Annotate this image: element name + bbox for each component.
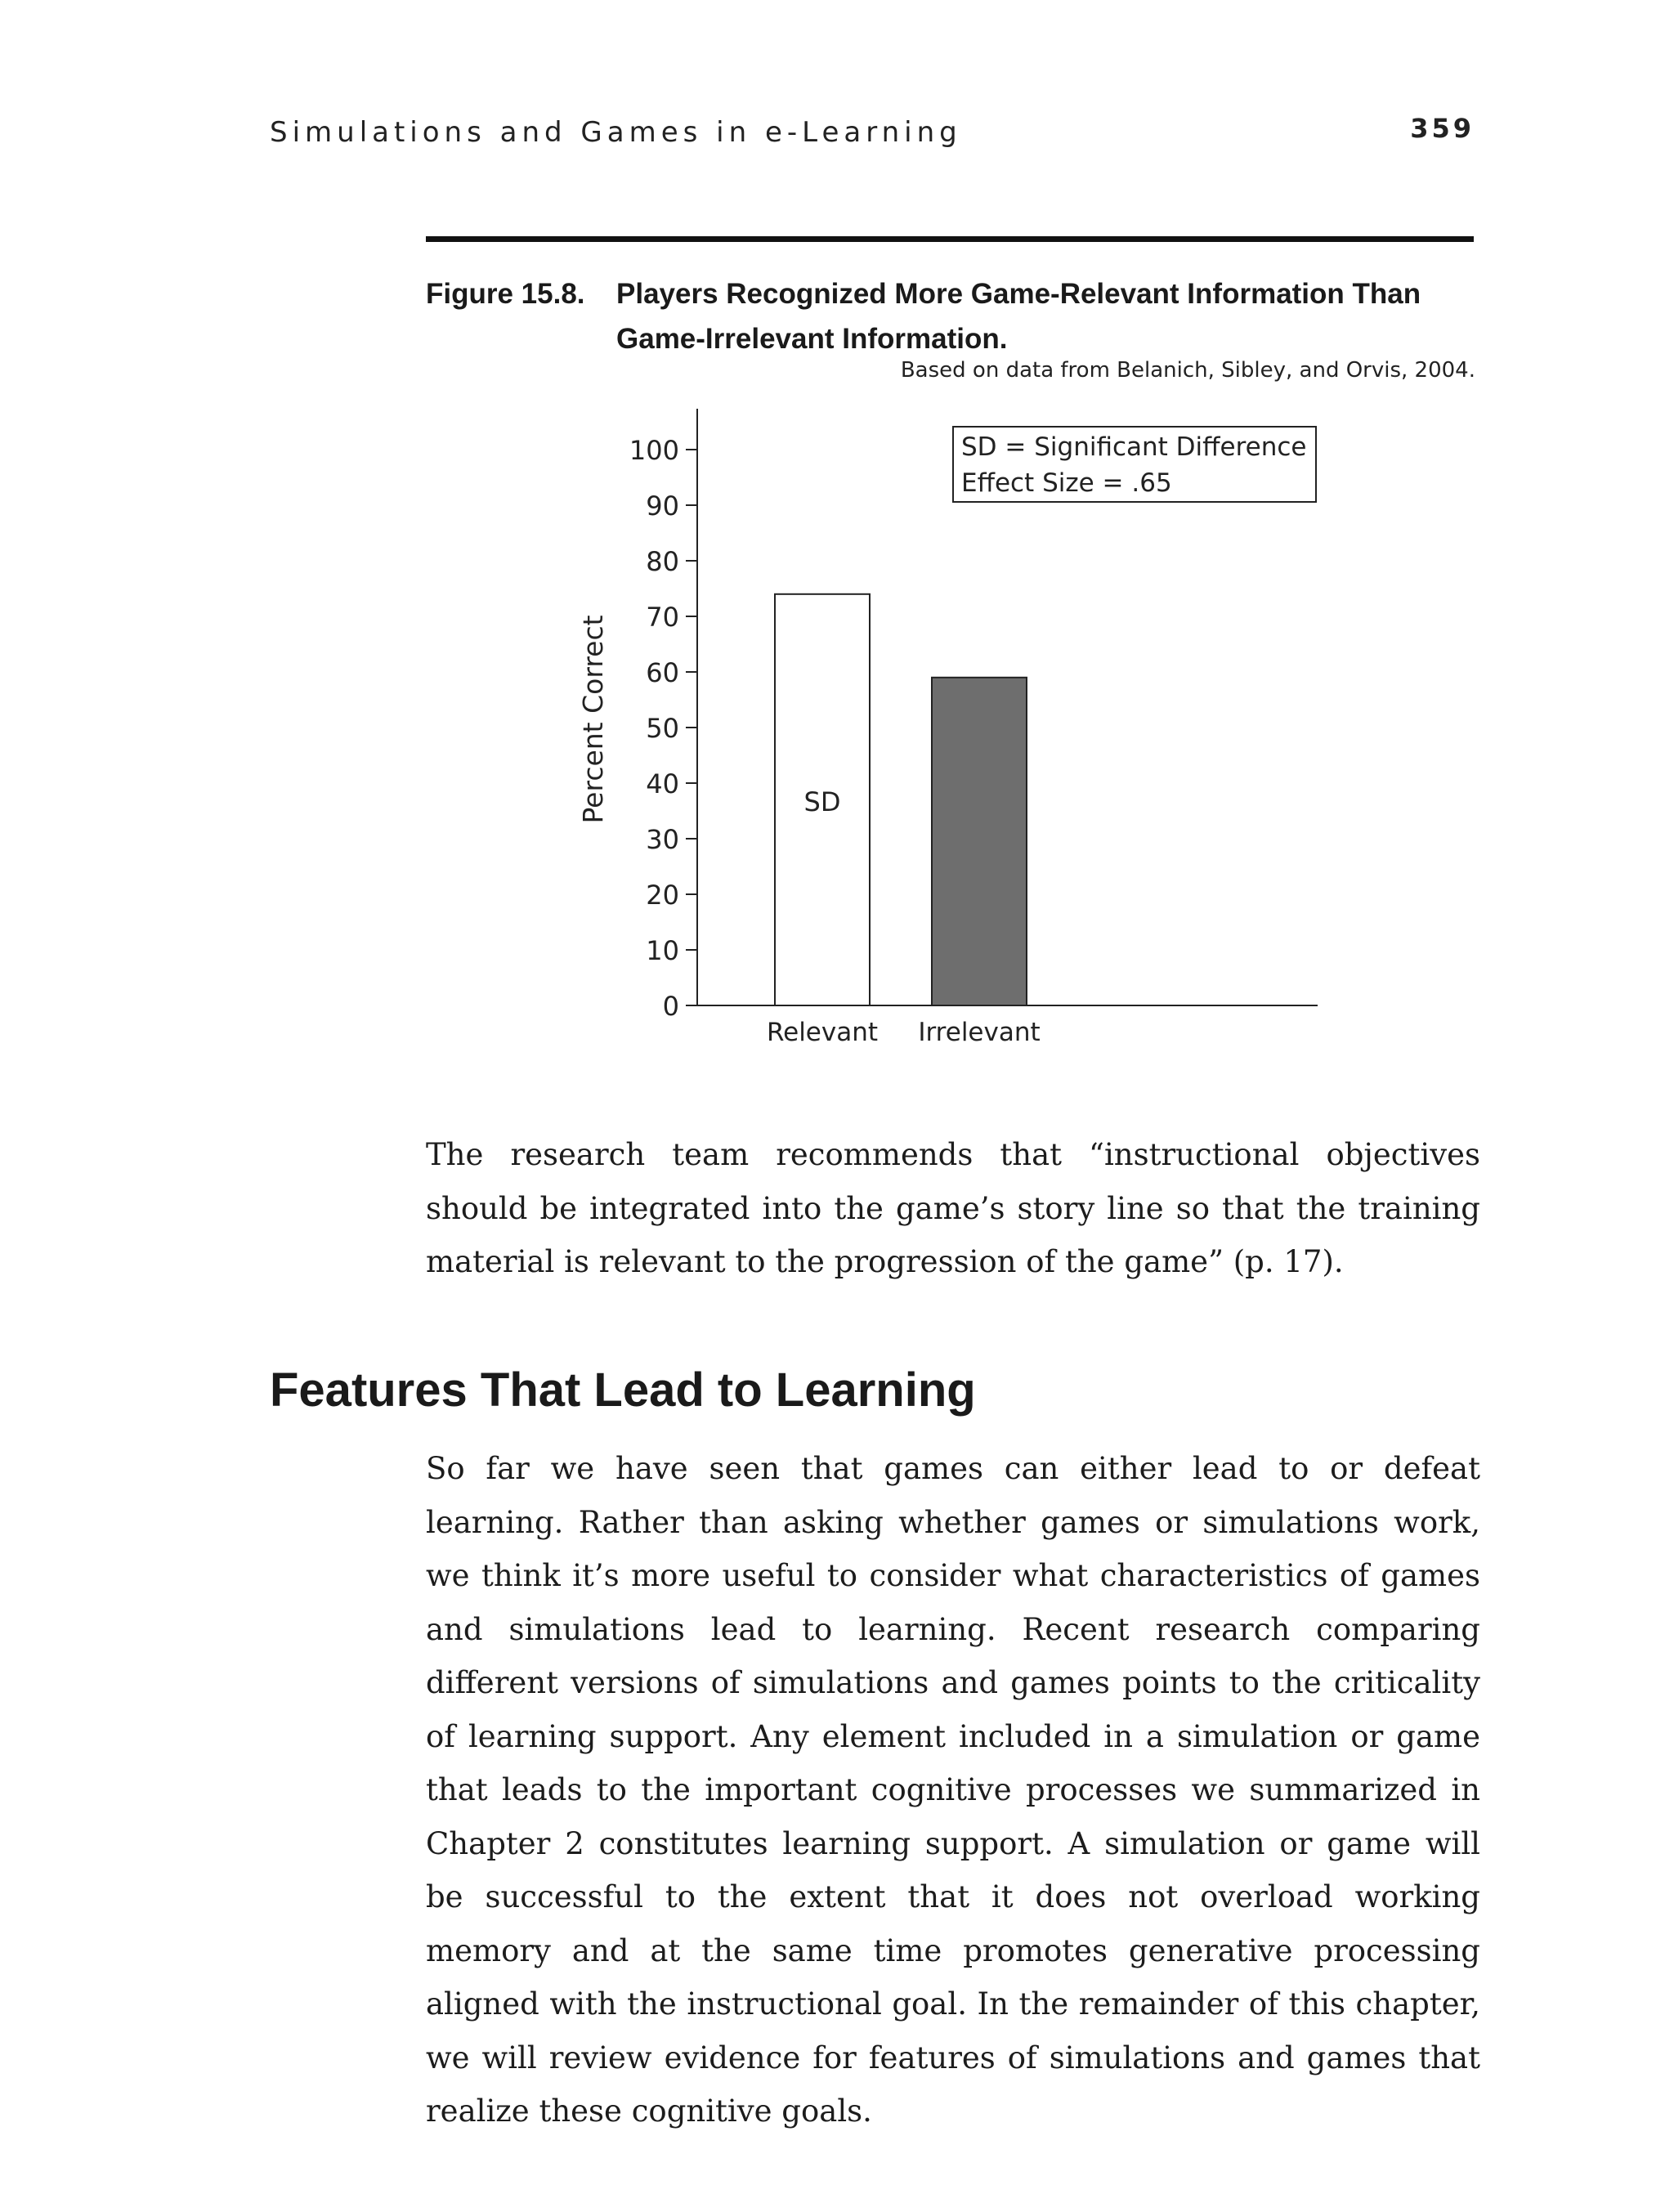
figure-source: Based on data from Belanich, Sibley, and Orvis, 2004. — [900, 358, 1475, 383]
y-axis-title: Percent Correct — [577, 615, 609, 824]
running-head: Simulations and Games in e-Learning — [270, 116, 962, 149]
y-tick-label: 20 — [646, 880, 679, 911]
bar-chart — [564, 401, 1349, 1071]
x-tick-label: Relevant — [766, 1018, 879, 1047]
body-paragraph-2: So far we have seen that games can either lead to or defeat learning. Rather than asking whether games or simulations work, we think it’s more useful to consider what characteristics of games and simulations lead to learning. Recent research comparing different versions of simulations and games points to the criticality of learning support. Any element included in a simulation or game that leads to the important cognitive processes we summarized in Chapter 2 constitutes learning support. A simulation or game will be successful to the extent that it does not overload working memory and at the same time promotes generative processing aligned with the instructional goal. In the remainder of this chapter, we will review evidence for features of simulations and games that realize these cognitive goals. — [426, 1451, 1480, 2129]
page-number: 359 — [1410, 113, 1475, 144]
bar-irrelevant — [932, 678, 1027, 1005]
y-tick-label: 10 — [646, 935, 679, 966]
body-paragraph-1: The research team recommends that “instructional objectives should be integrated into the game’s story line so that the training material is relevant to the progression of the game” (p. 17). — [426, 1137, 1480, 1279]
figure-label: Figure 15.8. — [426, 278, 585, 310]
section-heading: Features That Lead to Learning — [270, 1363, 976, 1417]
y-tick-label: 40 — [646, 768, 679, 799]
y-tick-label: 50 — [646, 713, 679, 744]
y-tick-label: 80 — [646, 546, 679, 577]
y-tick-label: 70 — [646, 602, 679, 633]
y-tick-label: 90 — [646, 490, 679, 522]
figure-top-rule — [426, 236, 1474, 242]
figure-title: Players Recognized More Game-Relevant Information Than Game-Irrelevant Information. — [616, 278, 1421, 355]
y-tick-label: 60 — [646, 657, 679, 688]
y-tick-label: 100 — [629, 435, 679, 466]
x-tick-label: Irrelevant — [918, 1018, 1041, 1047]
bar-annotation: SD — [803, 786, 841, 817]
y-tick-label: 0 — [662, 991, 679, 1022]
legend-line: SD = Significant Difference — [961, 432, 1307, 462]
y-tick-label: 30 — [646, 824, 679, 855]
legend-line: Effect Size = .65 — [961, 468, 1172, 498]
